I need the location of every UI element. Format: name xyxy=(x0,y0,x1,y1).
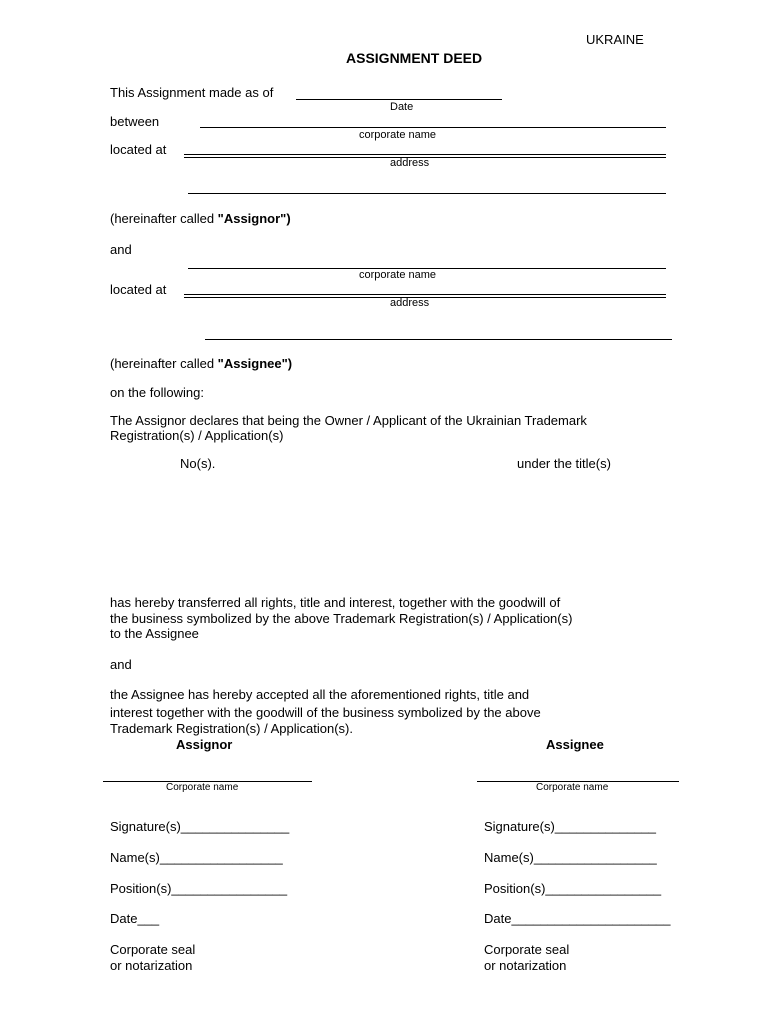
between-label: between xyxy=(110,114,160,129)
assignee-corporate-name-label: Corporate name xyxy=(536,782,609,793)
assignee-address-line-top xyxy=(184,294,666,295)
made-as-of-label: This Assignment made as of xyxy=(110,85,274,100)
on-the-following: on the following: xyxy=(110,385,204,400)
accept-line-3: Trademark Registration(s) / Application(s). xyxy=(110,721,353,736)
assignor-corporate-name-caption: corporate name xyxy=(359,129,437,141)
country-label: UKRAINE xyxy=(586,32,644,47)
assignee-signature-field[interactable]: Signature(s)______________ xyxy=(484,819,657,834)
under-title-label: under the title(s) xyxy=(517,456,611,471)
assignee-corporate-name-caption: corporate name xyxy=(359,269,437,281)
assignee-address-caption: address xyxy=(390,297,430,309)
assignee-name-field[interactable]: Name(s)_________________ xyxy=(484,850,657,865)
date-caption: Date xyxy=(390,101,414,113)
assignor-hereinafter: (hereinafter called "Assignor") xyxy=(110,211,291,226)
assignee-seal-line-1: Corporate seal xyxy=(484,942,570,957)
declaration-line-1: The Assignor declares that being the Owner / Applicant of the Ukrainian Trademark xyxy=(110,413,587,428)
and-label-2: and xyxy=(110,657,132,672)
nos-label: No(s). xyxy=(180,456,216,471)
transfer-line-1: has hereby transferred all rights, title and interest, together with the goodwill of xyxy=(110,595,561,610)
declaration-line-2: Registration(s) / Application(s) xyxy=(110,428,284,443)
assignee-term: "Assignee") xyxy=(217,356,293,371)
assignor-heading: Assignor xyxy=(176,737,233,752)
assignor-corporate-name-label: Corporate name xyxy=(166,782,239,793)
date-line[interactable] xyxy=(296,99,502,100)
transfer-line-2: the business symbolized by the above Trademark Registration(s) / Application(s) xyxy=(110,611,573,626)
accept-line-2: interest together with the goodwill of the business symbolized by the above xyxy=(110,705,541,720)
assignor-term: "Assignor") xyxy=(217,211,291,226)
assignor-corporate-name-line[interactable] xyxy=(200,127,666,128)
assignee-address-line-2[interactable] xyxy=(205,339,672,340)
assignee-date-field[interactable]: Date______________________ xyxy=(484,911,671,926)
assignor-date-field[interactable]: Date___ xyxy=(110,911,160,926)
assignee-seal-line-2: or notarization xyxy=(484,958,567,973)
transfer-line-3: to the Assignee xyxy=(110,626,199,641)
assignor-located-at-label: located at xyxy=(110,142,167,157)
assignor-address-caption: address xyxy=(390,157,430,169)
assignor-position-field[interactable]: Position(s)________________ xyxy=(110,881,288,896)
assignor-seal-line-2: or notarization xyxy=(110,958,193,973)
assignor-address-line-2[interactable] xyxy=(188,193,666,194)
document-title: ASSIGNMENT DEED xyxy=(346,50,483,66)
and-label-1: and xyxy=(110,242,132,257)
assignee-hereinafter: (hereinafter called "Assignee") xyxy=(110,356,293,371)
assignee-located-at-label: located at xyxy=(110,282,167,297)
assignor-address-line-top xyxy=(184,154,666,155)
assignor-signature-field[interactable]: Signature(s)_______________ xyxy=(110,819,290,834)
accept-line-1: the Assignee has hereby accepted all the aforementioned rights, title and xyxy=(110,687,530,702)
assignor-seal-line-1: Corporate seal xyxy=(110,942,196,957)
assignee-position-field[interactable]: Position(s)________________ xyxy=(484,881,662,896)
assignee-heading: Assignee xyxy=(546,737,604,752)
assignor-name-field[interactable]: Name(s)_________________ xyxy=(110,850,283,865)
